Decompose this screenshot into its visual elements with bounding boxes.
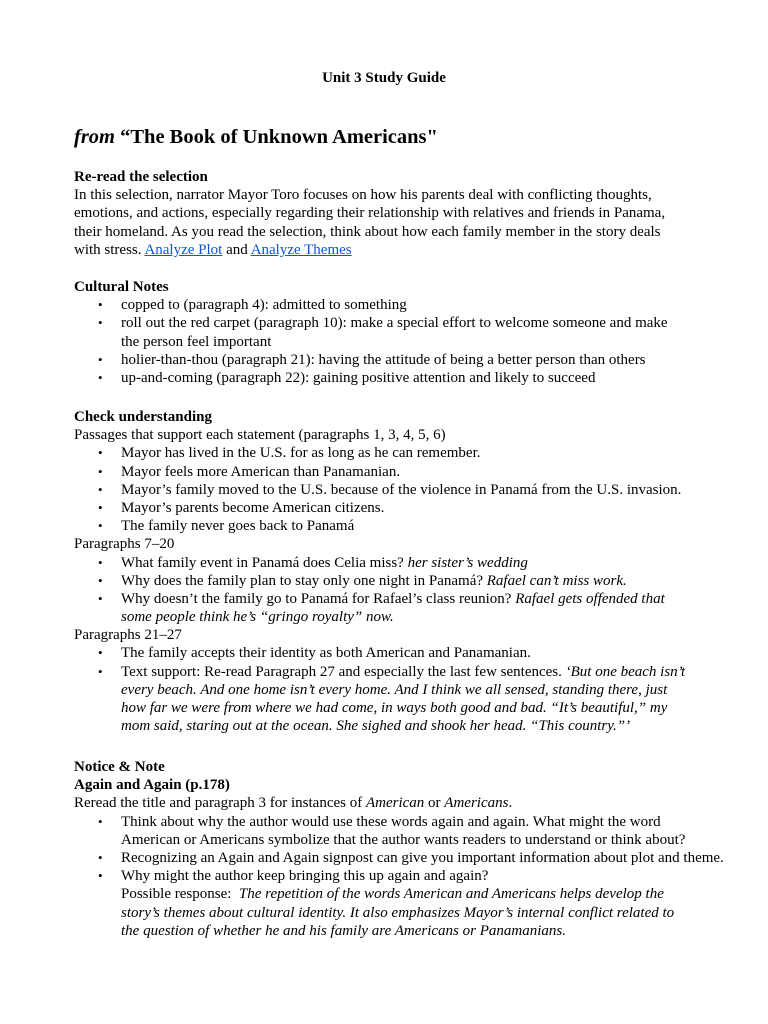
reread-heading: Re-read the selection: [74, 169, 208, 185]
list-item: [74, 296, 764, 314]
answer-text: Rafael gets offended that: [515, 590, 665, 607]
item-text: • Mayor feels more American than Panamanian.: [121, 463, 401, 480]
document-title: Unit 3 Study Guide: [322, 70, 446, 86]
answer-text: her sister’s wedding: [407, 554, 528, 571]
connector-text: and: [222, 241, 251, 258]
identity-list: [74, 644, 764, 735]
list-item: [74, 867, 764, 940]
question-text: What family event in Panamá does Celia miss?: [121, 554, 408, 571]
reread-line: In this selection, narrator Mayor Toro focuses on how his parents deal with conflicting thoughts,: [74, 187, 652, 204]
item-text: • Why might the author keep bringing this up again and again?: [121, 868, 489, 885]
reread-line: their homeland. As you read the selection, think about how each family member in the story deals: [74, 223, 661, 240]
quote-text: ‘But one beach isn’t: [565, 663, 686, 680]
list-item: [74, 369, 764, 387]
notice-note-heading: Notice & Note: [74, 759, 165, 775]
list-item: [74, 481, 764, 499]
paragraphs-21-27-label: Paragraphs 21–27: [74, 627, 182, 644]
cultural-notes-list: [74, 296, 764, 387]
analyze-plot-link[interactable]: Analyze Plot: [144, 241, 223, 258]
item-text: American or Americans symbolize that the author wants readers to understand or think about?: [121, 831, 686, 848]
analyze-themes-link[interactable]: Analyze Themes: [250, 241, 352, 258]
response-text: the question of whether he and his family are Americans or Panamanians.: [121, 922, 566, 939]
cultural-notes-section: [74, 278, 764, 387]
response-text: The repetition of the words American and Americans helps develop the: [238, 886, 664, 903]
list-item: [74, 813, 764, 849]
item-text: • The family never goes back to Panamá: [121, 518, 355, 535]
reread-section: [74, 168, 764, 259]
question-text: Why doesn’t the family go to Panamá for Rafael’s class reunion?: [121, 590, 516, 607]
support-text: Text support: Re-read Paragraph 27 and especially the last few sentences.: [121, 663, 566, 680]
heading-prefix: from: [74, 126, 115, 148]
item-text: • roll out the red carpet (paragraph 10): make a special effort to welcome someone and make: [121, 315, 668, 332]
notice-note-section: [74, 758, 764, 940]
again-and-again-heading: Again and Again (p.178): [74, 777, 230, 794]
quote-text: how far we were from where we had come, in ways both good and bad. “It’s beautiful,” my: [121, 700, 668, 716]
item-text: • up-and-coming (paragraph 22): gaining positive attention and likely to succeed: [121, 369, 596, 386]
list-item: [74, 444, 764, 462]
answer-text: Rafael can’t miss work.: [486, 572, 627, 589]
intro-text: or: [424, 795, 445, 812]
item-text: • The family accepts their identity as both American and Panamanian.: [121, 645, 531, 662]
notice-note-list: [74, 813, 764, 940]
list-item: [74, 572, 764, 590]
question-text: Why does the family plan to stay only one night in Panamá?: [121, 572, 487, 589]
item-text: • Recognizing an Again and Again signpost can give you important information about plot and theme.: [121, 849, 724, 866]
item-text: • Think about why the author would use these words again and again. What might the word: [121, 813, 661, 830]
questions-list: [74, 554, 764, 627]
item-text: • copped to (paragraph 4): admitted to something: [121, 297, 407, 314]
reread-line: emotions, and actions, especially regarding their relationship with relatives and friends in Panama,: [74, 205, 666, 222]
list-item: [74, 351, 764, 369]
heading-title: “The Book of Unknown Americans": [120, 126, 438, 148]
list-item: [74, 554, 764, 572]
item-text: • Mayor’s parents become American citizens.: [121, 499, 385, 516]
intro-text: .: [508, 795, 513, 812]
intro-word: Americans: [444, 795, 509, 812]
item-text: • Mayor’s family moved to the U.S. because of the violence in Panamá from the U.S. invasion.: [121, 481, 682, 498]
list-item: [74, 849, 764, 867]
answer-text: some people think he’s “gringo royalty” now.: [121, 609, 394, 626]
check-understanding-intro: Passages that support each statement (paragraphs 1, 3, 4, 5, 6): [74, 427, 446, 444]
cultural-notes-heading: Cultural Notes: [74, 279, 169, 295]
paragraphs-7-20-label: Paragraphs 7–20: [74, 536, 175, 553]
list-item: [74, 517, 764, 535]
item-text: • holier-than-thou (paragraph 21): having the attitude of being a better person than others: [121, 351, 646, 368]
reread-text: with stress.: [74, 241, 145, 258]
list-item: [74, 314, 764, 350]
list-item: [74, 463, 764, 481]
response-text: story’s themes about cultural identity. It also emphasizes Mayor’s internal conflict related to: [121, 904, 675, 921]
intro-text: Reread the title and paragraph 3 for instances of: [74, 795, 366, 812]
response-label: Possible response:: [121, 886, 239, 903]
item-text: the person feel important: [121, 333, 272, 350]
list-item: [74, 644, 764, 662]
selection-heading: [74, 125, 438, 149]
item-text: • Mayor has lived in the U.S. for as long as he can remember.: [121, 445, 481, 462]
list-item: [74, 590, 764, 626]
notice-note-intro: [74, 794, 764, 812]
list-item: [74, 663, 764, 736]
check-understanding-heading: Check understanding: [74, 409, 212, 425]
quote-text: mom said, staring out at the ocean. She sighed and shook her head. “This country.”’: [121, 718, 631, 735]
list-item: [74, 499, 764, 517]
quote-text: every beach. And one home isn’t every home. And I think we all sensed, standing there, just: [121, 681, 668, 698]
statements-list: [74, 444, 764, 535]
reread-line: [74, 241, 764, 259]
intro-word: American: [365, 795, 425, 812]
check-understanding-section: [74, 408, 764, 735]
